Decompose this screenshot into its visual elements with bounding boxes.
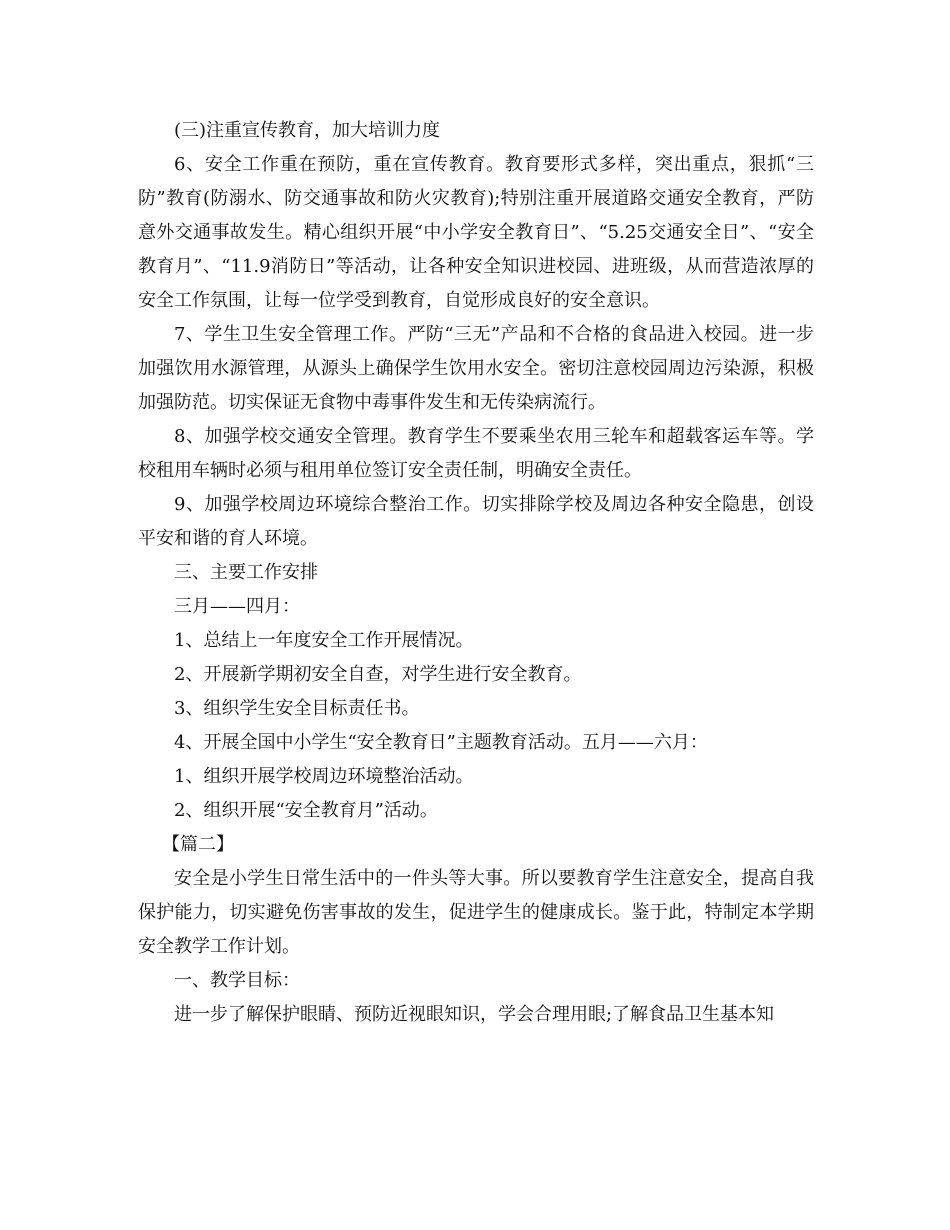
list-item: 2、组织开展“安全教育月”活动。	[174, 800, 438, 821]
section-heading: 三、主要工作安排	[174, 562, 318, 583]
schedule-heading: 三月——四月：	[174, 596, 300, 617]
part-title: 【篇二】	[162, 834, 234, 855]
section-heading: 一、教学目标：	[174, 970, 300, 991]
list-item: 1、总结上一年度安全工作开展情况。	[174, 630, 474, 651]
list-item: 1、组织开展学校周边环境整治活动。	[174, 766, 474, 787]
paragraph: 9、加强学校周边环境综合整治工作。切实排除学校及周边各种安全隐患，创设平安和谐的育人环境。	[138, 494, 814, 549]
section-heading: (三)注重宣传教育，加大培训力度	[174, 120, 441, 141]
list-item: 4、开展全国中小学生“安全教育日”主题教育活动。五月——六月：	[174, 732, 708, 753]
list-item: 2、开展新学期初安全自查，对学生进行安全教育。	[174, 664, 582, 685]
document-body	[138, 114, 814, 1032]
paragraph: 7、学生卫生安全管理工作。严防“三无”产品和不合格的食品进入校园。进一步加强饮用水源管理，从源头上确保学生饮用水安全。密切注意校园周边污染源，积极加强防范。切实保证无食物中毒事件发生和无传染病流行。	[138, 324, 814, 413]
list-item: 3、组织学生安全目标责任书。	[174, 698, 420, 719]
paragraph: 6、安全工作重在预防，重在宣传教育。教育要形式多样，突出重点，狠抓“三防”教育(防溺水、防交通事故和防火灾教育);特别注重开展道路交通安全教育，严防意外交通事故发生。精心组织开展“中小学安全教育日”、“5.25交通安全日”、“安全教育月”、“11.9消防日”等活动，让各种安全知识进校园、进班级，从而营造浓厚的安全工作氛围，让每一位学受到教育，自觉形成良好的安全意识。	[138, 154, 814, 311]
paragraph: 8、加强学校交通安全管理。教育学生不要乘坐农用三轮车和超载客运车等。学校租用车辆时必须与租用单位签订安全责任制，明确安全责任。	[138, 426, 814, 481]
paragraph: 安全是小学生日常生活中的一件头等大事。所以要教育学生注意安全，提高自我保护能力，切实避免伤害事故的发生，促进学生的健康成长。鉴于此，特制定本学期安全教学工作计划。	[138, 868, 814, 957]
paragraph: 进一步了解保护眼睛、预防近视眼知识，学会合理用眼;了解食品卫生基本知	[174, 1004, 775, 1025]
